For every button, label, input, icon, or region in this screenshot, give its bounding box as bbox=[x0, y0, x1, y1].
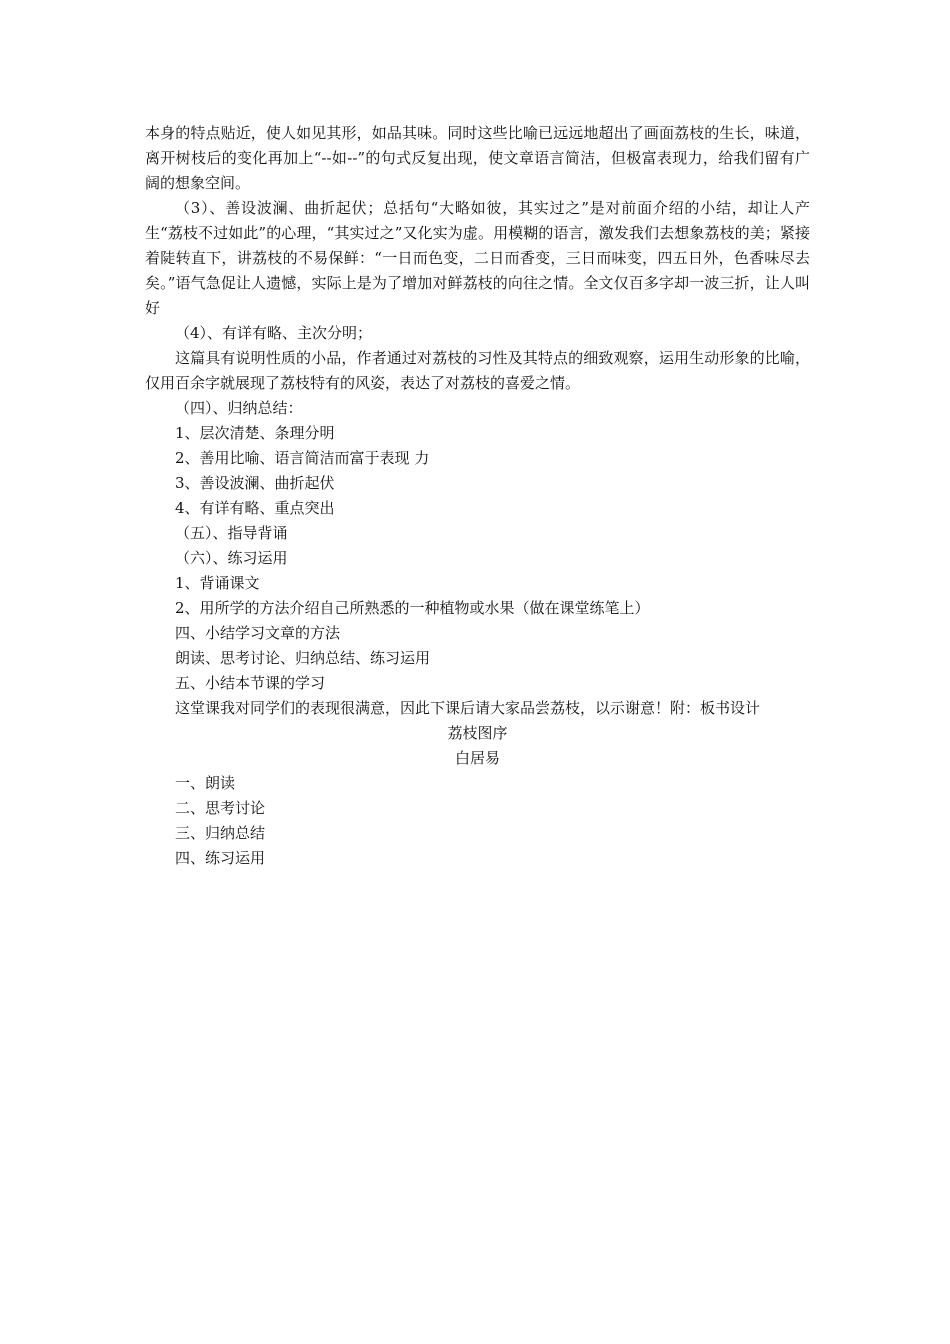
method-summary-body: 朗读、思考讨论、归纳总结、练习运用 bbox=[175, 649, 431, 667]
section-lesson-summary: 五、小结本节课的学习 bbox=[175, 674, 326, 692]
board-item-3: 三、归纳总结 bbox=[175, 824, 266, 842]
section-recitation-heading: （五）、指导背诵 bbox=[175, 524, 288, 542]
board-title: 荔枝图序 bbox=[447, 724, 508, 742]
document-page bbox=[145, 121, 810, 871]
board-item-4: 四、练习运用 bbox=[175, 849, 266, 867]
summary-item-2: 2、善用比喻、语言简洁而富于表现 力 bbox=[175, 449, 430, 467]
practice-item-1: 1、背诵课文 bbox=[175, 574, 260, 592]
section-practice-heading: （六）、练习运用 bbox=[175, 549, 288, 567]
paragraph-point-3: （3）、善设波澜、曲折起伏；总括句“大略如彼，其实过之”是对前面介绍的小结，却让人产生“荔枝不过如此”的心理，“其实过之”又化实为虚。用模糊的语言，激发我们去想象荔枝的美；紧接着陡转直下，讲荔枝的不易保鲜：“一日而色变，二日而香变，三日而味变，四五日外，色香味尽去矣。”语气急促让人遗憾，实际上是为了增加对鲜荔枝的向往之情。全文仅百多字却一波三折，让人叫好 bbox=[145, 199, 810, 317]
paragraph-point-4-body: 这篇具有说明性质的小品，作者通过对荔枝的习性及其特点的细致观察，运用生动形象的比喻，仅用百余字就展现了荔枝特有的风姿，表达了对荔枝的喜爱之情。 bbox=[145, 349, 810, 392]
summary-item-3: 3、善设波澜、曲折起伏 bbox=[175, 474, 335, 492]
section-method-summary: 四、小结学习文章的方法 bbox=[175, 624, 341, 642]
paragraph-metaphor-summary: 本身的特点贴近，使人如见其形，如品其味。同时这些比喻已远远地超出了画面荔枝的生长，味道，离开树枝后的变化再加上“--如--”的句式反复出现，使文章语言简洁，但极富表现力，给我们留有广阔的想象空间。 bbox=[145, 124, 810, 192]
summary-item-1: 1、层次清楚、条理分明 bbox=[175, 424, 335, 442]
board-item-2: 二、思考讨论 bbox=[175, 799, 266, 817]
board-author: 白居易 bbox=[454, 749, 500, 767]
practice-item-2: 2、用所学的方法介绍自己所熟悉的一种植物或水果（做在课堂练笔上） bbox=[175, 599, 650, 617]
board-item-1: 一、朗读 bbox=[175, 774, 236, 792]
closing-paragraph: 这堂课我对同学们的表现很满意，因此下课后请大家品尝荔枝，以示谢意！附：板书设计 bbox=[175, 699, 761, 717]
paragraph-point-4-heading: （4）、有详有略、主次分明； bbox=[175, 324, 373, 342]
summary-item-4: 4、有详有略、重点突出 bbox=[175, 499, 335, 517]
board-design bbox=[145, 721, 810, 871]
section-summary-heading: （四）、归纳总结： bbox=[175, 399, 303, 417]
